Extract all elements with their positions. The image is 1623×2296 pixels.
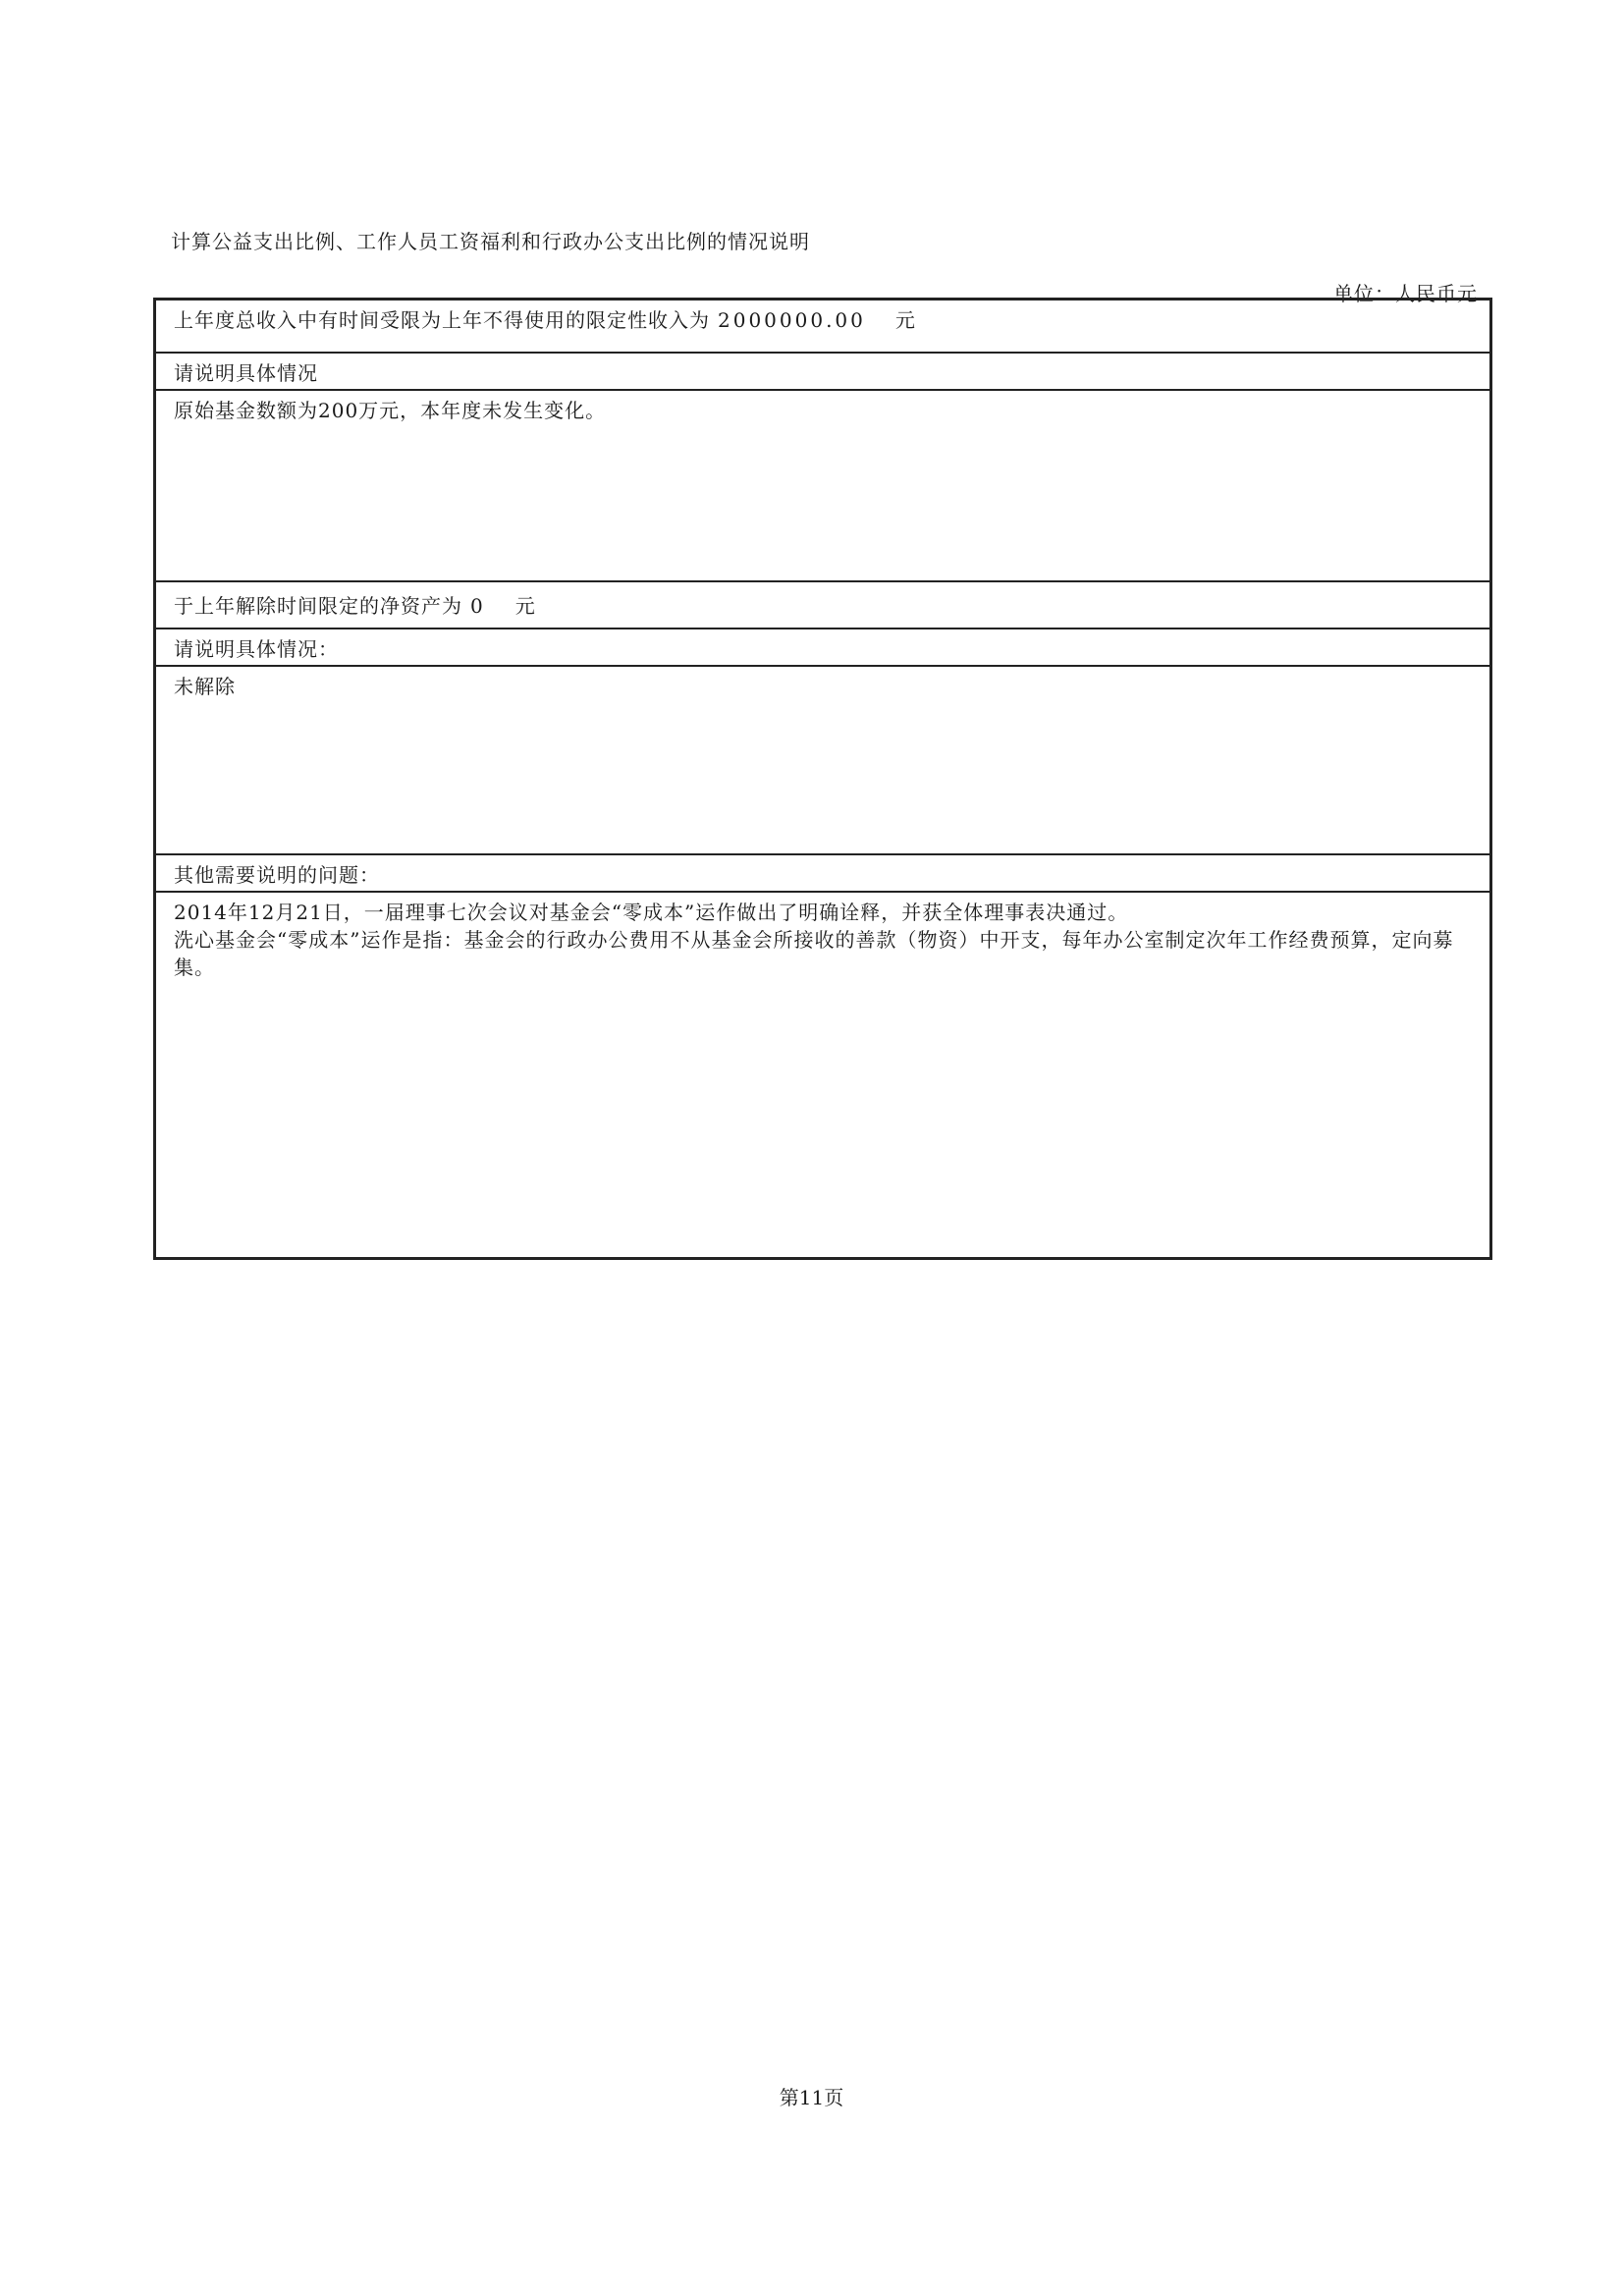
restricted-income-detail-label-row: [156, 354, 1489, 391]
released-assets-detail-text: 未解除: [174, 675, 236, 698]
released-assets-currency: 元: [514, 594, 536, 618]
currency-unit: 单位：人民币元: [1333, 282, 1478, 305]
restricted-income-detail-row: [156, 391, 1489, 582]
released-assets-detail-label-row: [156, 629, 1489, 667]
explanation-form: [153, 298, 1492, 1260]
released-assets-detail-row: [156, 667, 1489, 855]
restricted-income-row: [156, 301, 1489, 354]
other-notes-label-row: [156, 855, 1489, 893]
other-notes-label: 其他需要说明的问题：: [174, 863, 380, 887]
restricted-income-amount: 2000000.00: [718, 308, 866, 332]
page-number: 第11页: [779, 2086, 844, 2109]
released-assets-row: [156, 582, 1489, 629]
other-notes-line: 洗心基金会“零成本”运作是指：基金会的行政办公费用不从基金会所接收的善款（物资）中开支，每年办公室制定次年工作经费预算，定向募集。: [174, 928, 1454, 979]
released-assets-amount: 0: [470, 594, 486, 618]
restricted-income-label: 上年度总收入中有时间受限为上年不得使用的限定性收入为: [174, 308, 710, 332]
released-assets-detail-label: 请说明具体情况：: [174, 637, 339, 661]
restricted-income-currency: 元: [894, 308, 916, 332]
page-title: 计算公益支出比例、工作人员工资福利和行政办公支出比例的情况说明: [171, 230, 810, 253]
restricted-income-detail-text: 原始基金数额为200万元，本年度未发生变化。: [174, 399, 607, 422]
other-notes-line: 2014年12月21日，一届理事七次会议对基金会“零成本”运作做出了明确诠释，并获全体理事表决通过。: [174, 901, 1129, 924]
released-assets-label: 于上年解除时间限定的净资产为: [174, 594, 462, 618]
restricted-income-detail-label: 请说明具体情况: [174, 361, 318, 385]
other-notes-body: [156, 893, 1489, 1257]
